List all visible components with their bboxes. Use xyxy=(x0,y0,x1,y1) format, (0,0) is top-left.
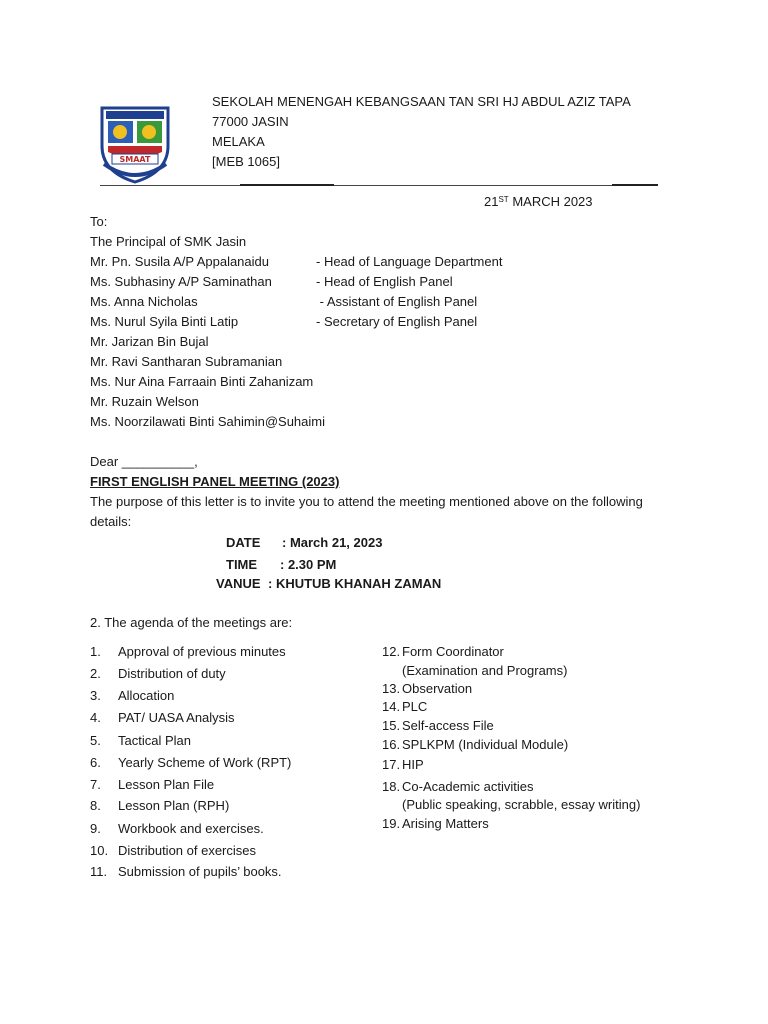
agenda-item-text: Co-Academic activities xyxy=(402,779,534,794)
agenda-item-text: PLC xyxy=(402,699,428,714)
agenda-item-text: Lesson Plan File xyxy=(118,777,215,792)
agenda-item-number: 19. xyxy=(382,816,401,831)
agenda-item-number: 10. xyxy=(90,843,109,858)
agenda-item-text: Observation xyxy=(402,681,473,696)
venue-value: : KHUTUB KHANAH ZAMAN xyxy=(268,576,442,591)
agenda-item xyxy=(382,816,489,832)
agenda-item-number: 6. xyxy=(90,755,101,770)
agenda-item-text: Approval of previous minutes xyxy=(118,644,286,659)
agenda-item-text: (Public speaking, scrabble, essay writing) xyxy=(402,797,641,812)
recipient-name: Ms. Subhasiny A/P Saminathan xyxy=(90,274,272,289)
agenda-item-text: Tactical Plan xyxy=(118,733,191,748)
agenda-item-number: 3. xyxy=(90,688,101,703)
date-value: : March 21, 2023 xyxy=(282,535,383,550)
agenda-item xyxy=(90,777,214,793)
recipient-name: Mr. Pn. Susila A/P Appalanaidu xyxy=(90,254,269,269)
venue-label: VANUE xyxy=(216,576,261,591)
agenda-item-text: Self-access File xyxy=(402,718,494,733)
school-name: SEKOLAH MENENGAH KEBANGSAAN TAN SRI HJ ABDUL AZIZ TAPA xyxy=(212,94,631,109)
agenda-item-text: SPLKPM (Individual Module) xyxy=(402,737,569,752)
recipient-name: Mr. Ravi Santharan Subramanian xyxy=(90,354,283,369)
agenda-item-number: 15. xyxy=(382,718,401,733)
agenda-item-text: HIP xyxy=(402,757,424,772)
header-divider-accent xyxy=(612,184,658,186)
date-label: DATE xyxy=(226,535,261,550)
agenda-item-text: PAT/ UASA Analysis xyxy=(118,710,235,725)
recipient-name: Mr. Ruzain Welson xyxy=(90,394,199,409)
header-divider-accent xyxy=(240,184,334,186)
time-label: TIME xyxy=(226,557,258,572)
agenda-item-text: Allocation xyxy=(118,688,175,703)
time-value: : 2.30 PM xyxy=(280,557,337,572)
agenda-item-text: Workbook and exercises. xyxy=(118,821,264,836)
recipient-role: - Assistant of English Panel xyxy=(316,294,478,309)
school-state: MELAKA xyxy=(212,134,265,149)
agenda-item xyxy=(90,710,235,726)
agenda-item-number: 16. xyxy=(382,737,401,752)
school-postcode: 77000 JASIN xyxy=(212,114,289,129)
agenda-item-text: (Examination and Programs) xyxy=(402,663,568,678)
agenda-item-number: 17. xyxy=(382,757,401,772)
subject: FIRST ENGLISH PANEL MEETING (2023) xyxy=(90,474,340,489)
agenda-item-number: 9. xyxy=(90,821,101,836)
agenda-item-text: Distribution of duty xyxy=(118,666,226,681)
header-divider xyxy=(100,185,658,186)
recipient-name: Ms. Noorzilawati Binti Sahimin@Suhaimi xyxy=(90,414,325,429)
agenda-item xyxy=(382,718,494,734)
purpose-line: The purpose of this letter is to invite you to attend the meeting mentioned above on the following xyxy=(90,494,643,509)
agenda-intro: 2. The agenda of the meetings are: xyxy=(90,615,293,630)
agenda-item xyxy=(382,663,567,679)
agenda-item xyxy=(90,644,286,660)
agenda-item-number: 11. xyxy=(90,864,108,879)
agenda-item xyxy=(90,798,229,814)
logo-text: SMAAT xyxy=(119,155,151,164)
agenda-item-text: Lesson Plan (RPH) xyxy=(118,798,230,813)
school-code: [MEB 1065] xyxy=(212,154,280,169)
agenda-item xyxy=(90,733,191,749)
agenda-item xyxy=(382,644,504,660)
agenda-item xyxy=(90,755,291,771)
agenda-item xyxy=(382,757,424,773)
recipient-role: - Head of Language Department xyxy=(316,254,503,269)
recipient-role: - Secretary of English Panel xyxy=(316,314,478,329)
agenda-item xyxy=(382,779,534,795)
recipient-name: Ms. Anna Nicholas xyxy=(90,294,198,309)
school-logo xyxy=(98,102,172,184)
to-label: To: xyxy=(90,214,108,229)
agenda-item-number: 14. xyxy=(382,699,401,714)
agenda-item xyxy=(382,737,568,753)
agenda-item-number: 12. xyxy=(382,644,401,659)
recipient-name: Ms. Nurul Syila Binti Latip xyxy=(90,314,239,329)
purpose-line: details: xyxy=(90,514,132,529)
agenda-item-number: 1. xyxy=(90,644,101,659)
agenda-item xyxy=(382,681,472,697)
agenda-item-text: Yearly Scheme of Work (RPT) xyxy=(118,755,292,770)
agenda-item xyxy=(382,797,640,813)
agenda-item xyxy=(90,821,264,837)
agenda-item-number: 7. xyxy=(90,777,101,792)
recipient-name: Mr. Jarizan Bin Bujal xyxy=(90,334,209,349)
agenda-item-number: 2. xyxy=(90,666,101,681)
agenda-item-number: 4. xyxy=(90,710,101,725)
agenda-item xyxy=(90,688,174,704)
salutation: Dear __________, xyxy=(90,454,198,469)
agenda-item xyxy=(90,843,256,859)
agenda-item-number: 13. xyxy=(382,681,401,696)
agenda-item-text: Distribution of exercises xyxy=(118,843,256,858)
agenda-item-number: 5. xyxy=(90,733,101,748)
agenda-item xyxy=(90,864,282,880)
letter-date: 21ST MARCH 2023 xyxy=(484,194,593,209)
recipient-name: Ms. Nur Aina Farraain Binti Zahanizam xyxy=(90,374,314,389)
agenda-item xyxy=(90,666,226,682)
agenda-item-number: 18. xyxy=(382,779,401,794)
agenda-item-text: Submission of pupils’ books. xyxy=(118,864,282,879)
agenda-item-text: Arising Matters xyxy=(402,816,489,831)
agenda-item xyxy=(382,699,427,715)
recipient-role: - Head of English Panel xyxy=(316,274,453,289)
recipient-name: The Principal of SMK Jasin xyxy=(90,234,247,249)
agenda-item-text: Form Coordinator xyxy=(402,644,504,659)
agenda-item-number: 8. xyxy=(90,798,101,813)
